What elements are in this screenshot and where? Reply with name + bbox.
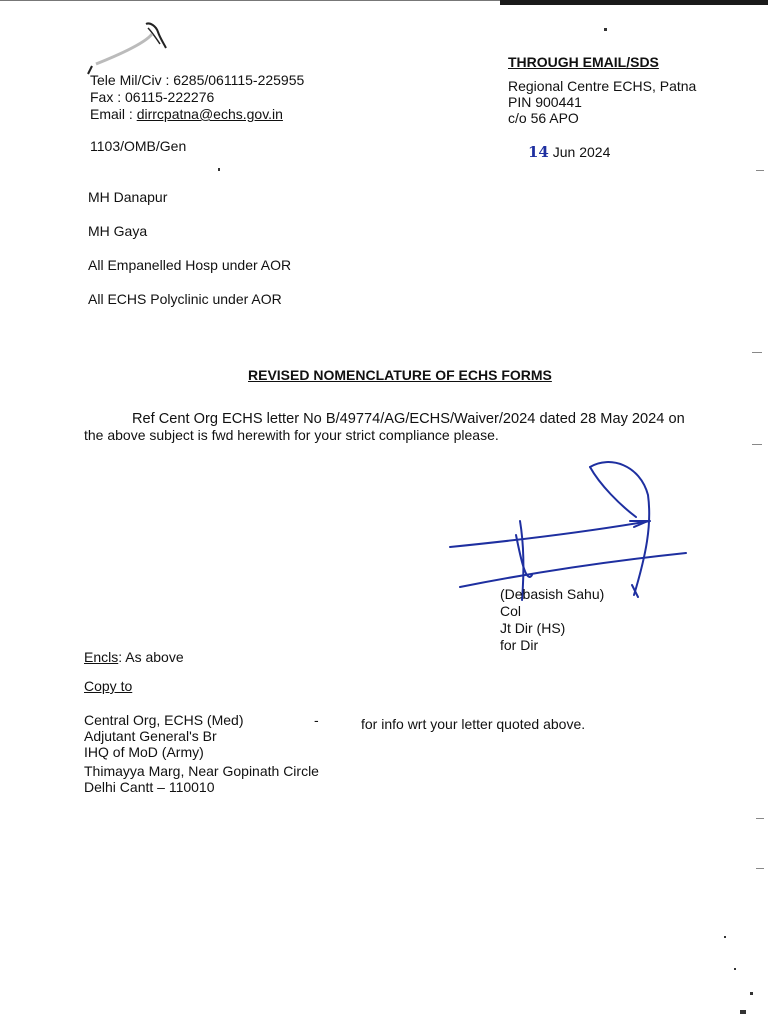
date-day-handwritten: 14 (528, 143, 549, 161)
scan-speck (740, 1010, 746, 1014)
addressee-4: All ECHS Polyclinic under AOR (88, 291, 282, 307)
scan-speck (218, 168, 220, 171)
addressee-1: MH Danapur (88, 189, 168, 205)
sender-org: Regional Centre ECHS, Patna (508, 78, 697, 94)
copy-address-1: Central Org, ECHS (Med) (84, 712, 244, 728)
email-line (90, 106, 283, 122)
signature-mark (440, 455, 700, 605)
copy-address-3: IHQ of MoD (Army) (84, 744, 204, 760)
copy-address-2: Adjutant General's Br (84, 728, 217, 744)
subject-heading: REVISED NOMENCLATURE OF ECHS FORMS (248, 367, 552, 383)
body-line-1: Ref Cent Org ECHS letter No B/49774/AG/ECHS/Waiver/2024 dated 28 May 2024 on (132, 411, 685, 427)
enclosures-value: : As above (118, 649, 184, 665)
signatory-rank: Col (500, 603, 522, 619)
sender-apo: c/o 56 APO (508, 110, 579, 126)
scan-speck (756, 170, 764, 171)
enclosures-label: Encls (84, 649, 119, 665)
copy-to-label: Copy to (84, 678, 133, 694)
copy-address-5: Delhi Cantt – 110010 (84, 779, 215, 795)
copy-remark: for info wrt your letter quoted above. (361, 716, 586, 732)
fax-line: Fax : 06115-222276 (90, 89, 215, 105)
scan-speck (756, 868, 764, 869)
enclosures-line (84, 649, 184, 665)
letter-date (528, 144, 610, 160)
delivery-mode: THROUGH EMAIL/SDS (508, 54, 659, 70)
scan-speck (750, 992, 753, 995)
email-link[interactable]: dirrcpatna@echs.gov.in (136, 106, 283, 122)
scan-edge-bar (500, 0, 768, 5)
copy-address-4: Thimayya Marg, Near Gopinath Circle (84, 763, 319, 779)
scan-speck (604, 28, 607, 31)
addressee-3: All Empanelled Hosp under AOR (88, 257, 292, 273)
scan-speck (752, 444, 762, 445)
scan-speck (734, 968, 736, 970)
tele-line: Tele Mil/Civ : 6285/061115-225955 (90, 72, 305, 88)
signatory-appointment: Jt Dir (HS) (500, 620, 566, 636)
sender-pin: PIN 900441 (508, 94, 582, 110)
scan-speck (724, 936, 726, 938)
signatory-for: for Dir (500, 637, 539, 653)
signatory-name: (Debasish Sahu) (500, 586, 605, 602)
file-reference: 1103/OMB/Gen (90, 138, 187, 154)
addressee-2: MH Gaya (88, 223, 148, 239)
body-line-2: the above subject is fwd herewith for your strict compliance please. (84, 427, 499, 443)
email-label: Email : (90, 106, 137, 122)
date-month-year: Jun 2024 (552, 144, 611, 160)
scan-speck (752, 352, 762, 353)
copy-dash: - (314, 712, 319, 728)
scan-speck (756, 818, 764, 819)
paperclip-mark-icon (86, 18, 176, 78)
